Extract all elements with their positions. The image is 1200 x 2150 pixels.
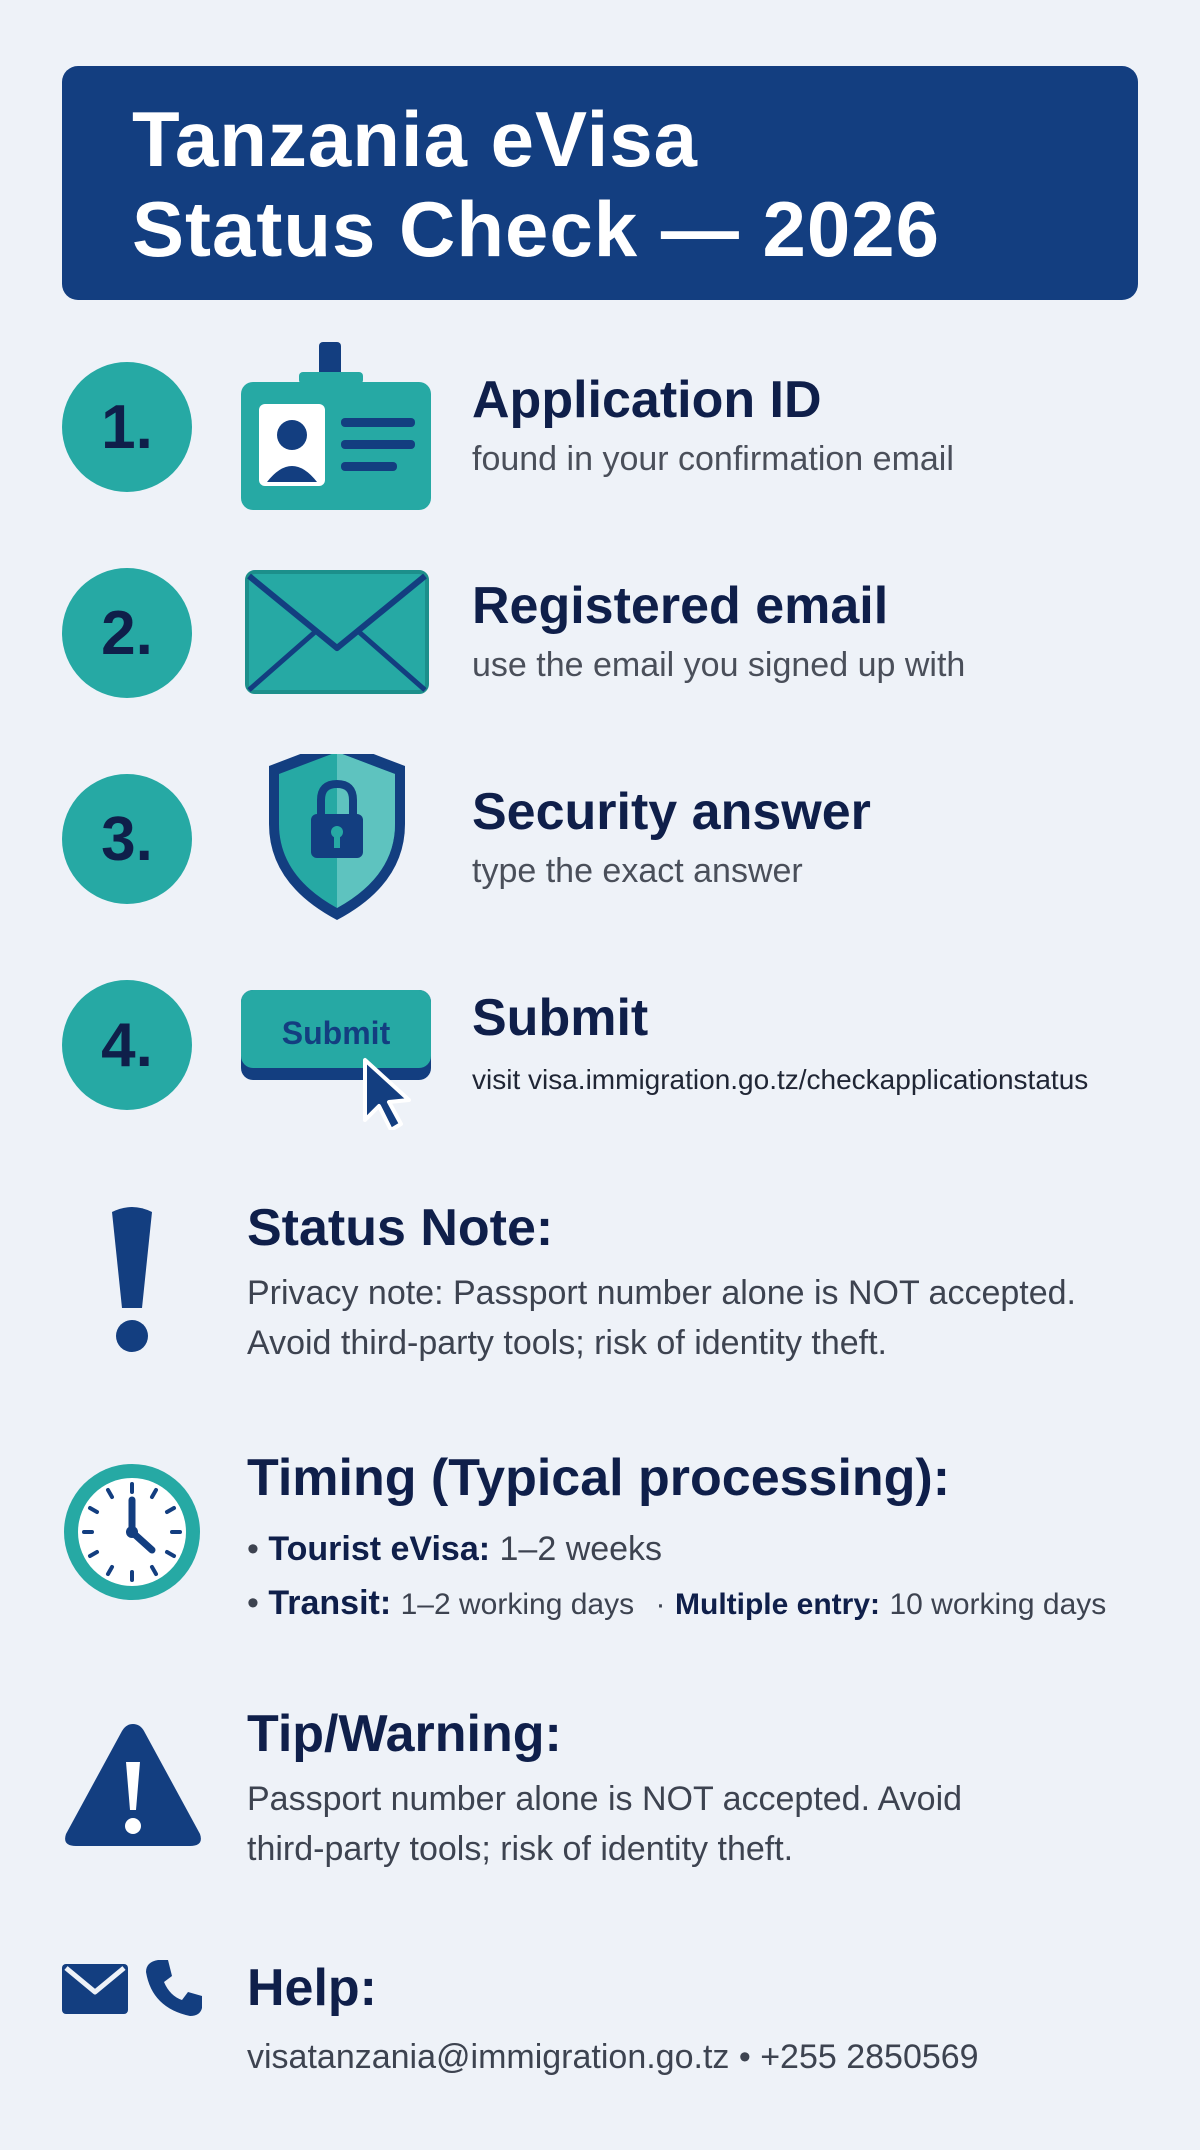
clock-icon — [62, 1462, 202, 1602]
help-contact[interactable]: visatanzania@immigration.go.tz • +255 2850569 — [247, 2038, 979, 2076]
page-title-line1: Tanzania eVisa — [132, 95, 699, 183]
mail-icon — [62, 1964, 128, 2014]
step-security-answer — [62, 774, 1162, 914]
help-title: Help: — [247, 1959, 377, 2017]
submit-button-icon — [237, 960, 437, 1130]
status-note-line: Avoid third-party tools; risk of identity theft. — [247, 1324, 887, 1362]
step-number-badge: 3. — [62, 774, 192, 904]
step-number-badge: 1. — [62, 362, 192, 492]
timing-value: 10 working days — [889, 1588, 1107, 1621]
timing-title: Timing (Typical processing): — [247, 1449, 951, 1507]
step-registered-email — [62, 568, 1162, 708]
tip-text — [247, 1774, 1200, 1874]
timing-section — [62, 1448, 1162, 1628]
step-title: Registered email — [472, 577, 889, 635]
timing-item-transit: • Transit: 1–2 working days · Multiple entry: 10 working days — [247, 1584, 1107, 1622]
envelope-icon — [237, 548, 437, 718]
step-subtitle: found in your confirmation email — [472, 440, 954, 478]
step-application-id — [62, 362, 1162, 502]
step-title: Submit — [472, 989, 649, 1047]
exclamation-icon — [102, 1204, 162, 1354]
id-card-icon — [237, 342, 437, 512]
step-title: Application ID — [472, 371, 822, 429]
shield-lock-icon — [237, 754, 437, 924]
step-subtitle: use the email you signed up with — [472, 646, 966, 684]
status-note-text — [247, 1268, 1200, 1368]
timing-list — [247, 1522, 1200, 1632]
status-note-section — [62, 1198, 1162, 1362]
timing-value: 1–2 weeks — [499, 1530, 663, 1568]
tip-line: third-party tools; risk of identity theft. — [247, 1830, 794, 1868]
step-number-badge: 4. — [62, 980, 192, 1110]
step-submit — [62, 980, 1162, 1120]
timing-label: Multiple entry: — [675, 1588, 881, 1621]
step-subtitle: type the exact answer — [472, 852, 803, 890]
title-banner — [62, 66, 1138, 300]
status-note-title: Status Note: — [247, 1199, 554, 1257]
step-title: Security answer — [472, 783, 871, 841]
status-note-line: Privacy note: Passport number alone is NOT accepted. — [247, 1274, 1076, 1312]
timing-value: 1–2 working days — [400, 1588, 635, 1621]
phone-icon — [144, 1958, 204, 2018]
page-title-line2: Status Check — 2026 — [132, 185, 941, 273]
warning-triangle-icon — [62, 1718, 204, 1852]
tip-title: Tip/Warning: — [247, 1705, 562, 1763]
submit-button-label: Submit — [281, 1015, 391, 1051]
help-section — [62, 1958, 1162, 2088]
tip-line: Passport number alone is NOT accepted. Avoid — [247, 1780, 963, 1818]
status-check-url[interactable]: visit visa.immigration.go.tz/checkapplicationstatus — [472, 1064, 1089, 1095]
timing-label: Tourist eVisa: — [268, 1530, 491, 1568]
step-number-badge: 2. — [62, 568, 192, 698]
timing-label: Transit: — [268, 1584, 392, 1622]
timing-item-tourist: • Tourist eVisa: 1–2 weeks — [247, 1530, 663, 1568]
tip-warning-section — [62, 1704, 1162, 1874]
